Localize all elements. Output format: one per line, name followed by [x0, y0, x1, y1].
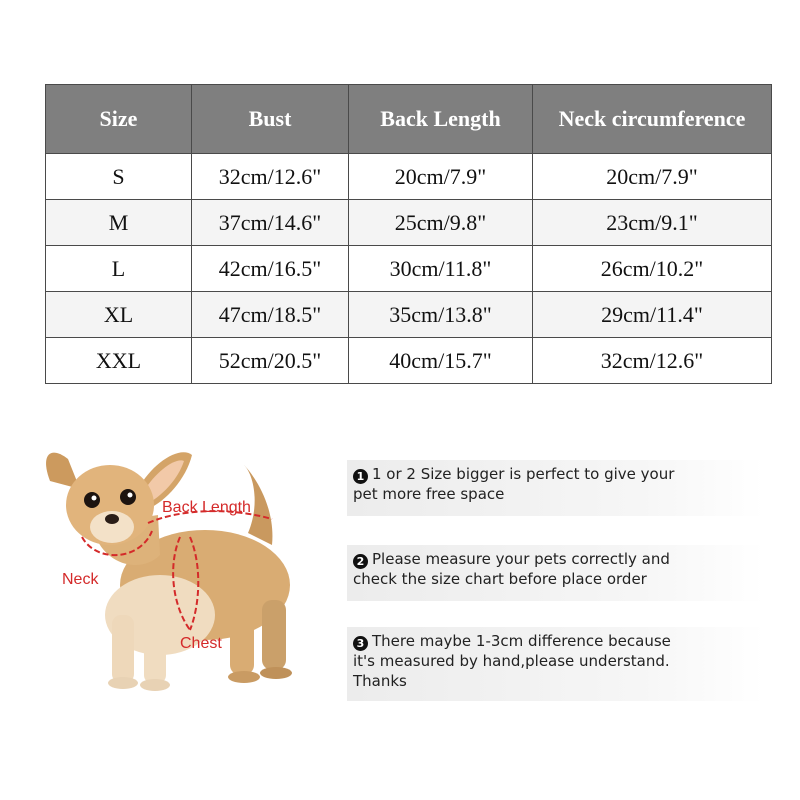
- header-size: Size: [46, 85, 192, 154]
- header-neck-circumference: Neck circumference: [533, 85, 772, 154]
- note-2-line-2: check the size chart before place order: [353, 570, 647, 588]
- note-2: [347, 545, 765, 601]
- dog-measurement-figure: [40, 445, 310, 695]
- neck-label: Neck: [62, 571, 99, 588]
- cell-neck: 32cm/12.6": [533, 338, 772, 384]
- cell-bust: 52cm/20.5": [192, 338, 349, 384]
- cell-bust: 37cm/14.6": [192, 200, 349, 246]
- number-3-icon: 3: [353, 636, 368, 651]
- table-row: [46, 154, 772, 200]
- back-length-label: Back Length: [162, 499, 251, 516]
- note-1-line-2: pet more free space: [353, 485, 505, 503]
- cell-neck: 23cm/9.1": [533, 200, 772, 246]
- cell-back-length: 40cm/15.7": [349, 338, 533, 384]
- header-back-length: Back Length: [349, 85, 533, 154]
- note-3-line-2: it's measured by hand,please understand.: [353, 652, 670, 670]
- header-bust: Bust: [192, 85, 349, 154]
- number-1-icon: 1: [353, 469, 368, 484]
- dog-illustration: [40, 445, 310, 695]
- cell-neck: 26cm/10.2": [533, 246, 772, 292]
- cell-bust: 32cm/12.6": [192, 154, 349, 200]
- number-2-icon: 2: [353, 554, 368, 569]
- chest-label: Chest: [180, 635, 222, 652]
- cell-bust: 47cm/18.5": [192, 292, 349, 338]
- note-1: [347, 460, 765, 516]
- cell-size: S: [46, 154, 192, 200]
- note-3-line-1: There maybe 1-3cm difference because: [372, 632, 671, 650]
- table-row: [46, 200, 772, 246]
- table-row: [46, 246, 772, 292]
- cell-size: XXL: [46, 338, 192, 384]
- cell-size: L: [46, 246, 192, 292]
- note-2-line-1: Please measure your pets correctly and: [372, 550, 670, 568]
- note-3-line-3: Thanks: [353, 672, 407, 690]
- cell-bust: 42cm/16.5": [192, 246, 349, 292]
- size-chart-table: [45, 84, 772, 384]
- cell-neck: 20cm/7.9": [533, 154, 772, 200]
- cell-size: XL: [46, 292, 192, 338]
- cell-back-length: 35cm/13.8": [349, 292, 533, 338]
- note-3: [347, 627, 765, 701]
- cell-back-length: 30cm/11.8": [349, 246, 533, 292]
- table-row: [46, 292, 772, 338]
- table-header-row: [46, 85, 772, 154]
- cell-back-length: 25cm/9.8": [349, 200, 533, 246]
- cell-neck: 29cm/11.4": [533, 292, 772, 338]
- cell-back-length: 20cm/7.9": [349, 154, 533, 200]
- table-row: [46, 338, 772, 384]
- cell-size: M: [46, 200, 192, 246]
- note-1-line-1: 1 or 2 Size bigger is perfect to give your: [372, 465, 675, 483]
